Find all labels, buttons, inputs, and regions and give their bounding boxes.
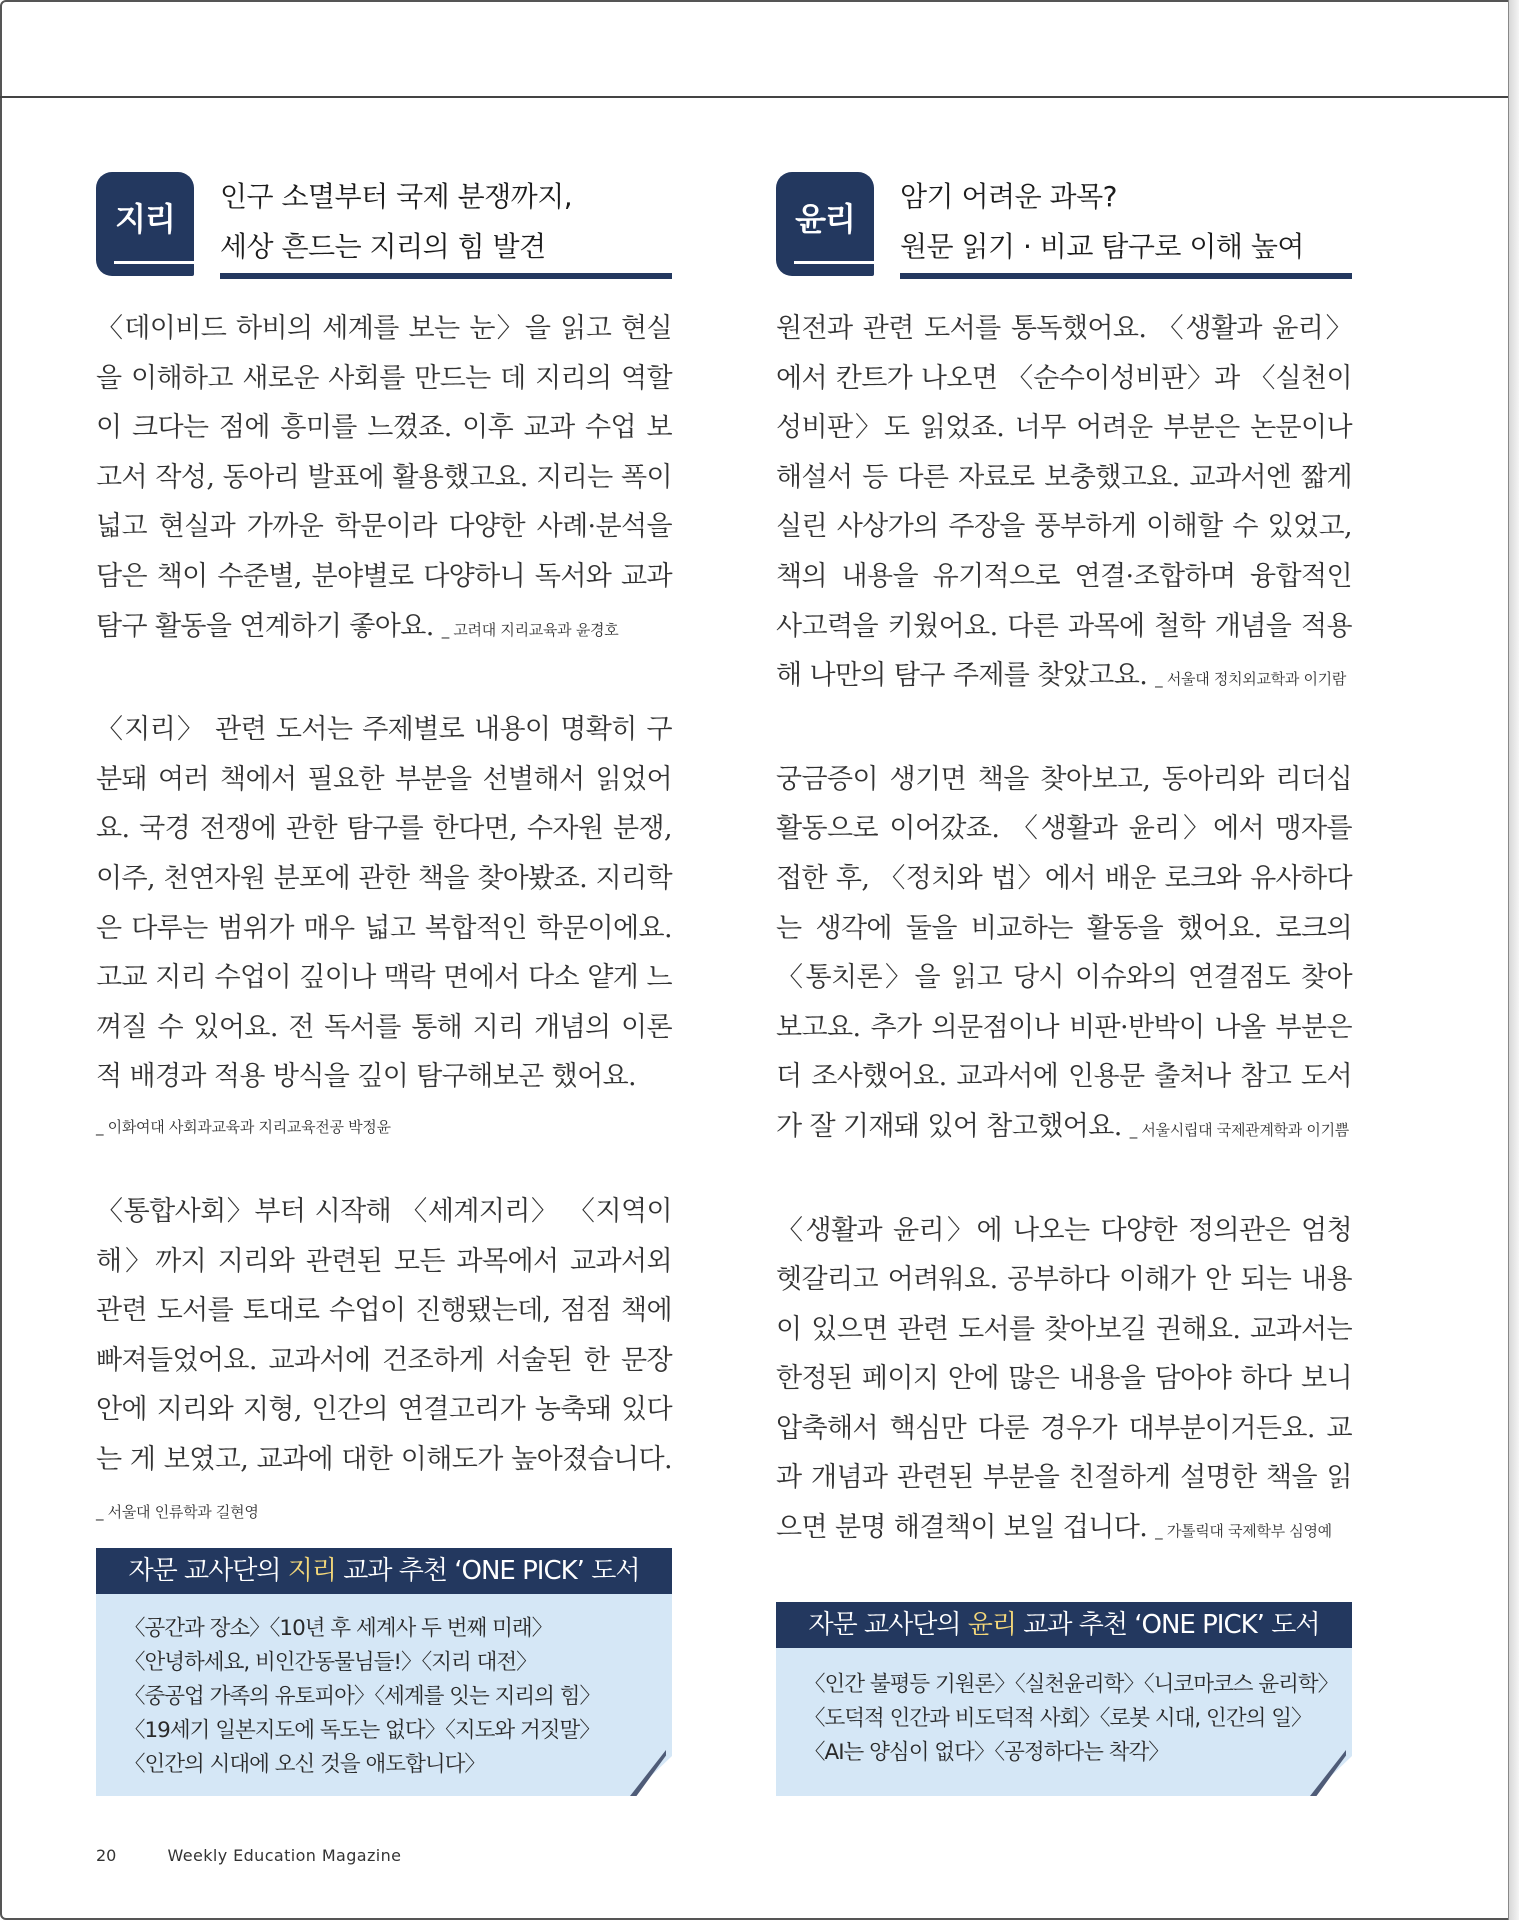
testimonial-author: _ 고려대 지리교육과 윤경호 xyxy=(441,620,619,639)
section-heading xyxy=(776,172,1352,280)
heading-line-2: 원문 읽기 · 비교 탐구로 이해 높여 xyxy=(900,230,1304,263)
heading-line-1: 인구 소멸부터 국제 분쟁까지, xyxy=(220,180,573,213)
testimonial-text: 〈지리〉 관련 도서는 주제별로 내용이 명확히 구분돼 여러 책에서 필요한 부분을 선별해서 읽었어요. 국경 전쟁에 관한 탐구를 한다면, 수자원 분쟁, 이주, 천연자원 분포에 관한 책을 찾아봤죠. 지리학은 다루는 범위가 매우 넓고 복합적인 학문이에요. 고교 지리 수업이 깊이나 맥락 면에서 다소 얕게 느껴질 수 있어요. 전 독서를 통해 지리 개념의 이론적 배경과 적용 방식을 깊이 탐구해보곤 했어요. xyxy=(96,714,672,1093)
subject-tag-label: 지리 xyxy=(115,200,175,238)
testimonial-author: _ 서울대 인류학과 길현영 xyxy=(96,1503,259,1522)
testimonial xyxy=(776,1206,1352,1557)
testimonial-author: _ 서울시립대 국제관계학과 이기쁨 xyxy=(1129,1120,1349,1139)
testimonial-author: _ 가톨릭대 국제학부 심영예 xyxy=(1155,1522,1332,1541)
book-list-item: 〈공간과 장소〉〈10년 후 세계사 두 번째 미래〉 xyxy=(124,1616,553,1641)
ethics-column xyxy=(776,172,1352,1557)
heading-rule xyxy=(220,273,672,279)
book-list-item: 〈도덕적 인간과 비도덕적 사회〉〈로봇 시대, 인간의 일〉 xyxy=(804,1706,1312,1731)
book-list-item: 〈안녕하세요, 비인간동물님들!〉〈지리 대전〉 xyxy=(124,1650,537,1675)
book-list-item: 〈인간의 시대에 오신 것을 애도합니다〉 xyxy=(124,1752,485,1777)
heading-line-1: 암기 어려운 과목? xyxy=(900,180,1117,213)
testimonial xyxy=(776,304,1352,705)
book-list-item: 〈인간 불평등 기원론〉〈실천윤리학〉〈니코마코스 윤리학〉 xyxy=(804,1672,1339,1697)
recommend-box-ethics xyxy=(776,1602,1352,1796)
testimonial xyxy=(776,755,1352,1156)
book-list-item: 〈19세기 일본지도에 독도는 없다〉〈지도와 거짓말〉 xyxy=(124,1718,600,1743)
magazine-name: Weekly Education Magazine xyxy=(167,1846,402,1865)
recommend-box-title: 자문 교사단의 윤리 교과 추천 ‘ONE PICK’ 도서 xyxy=(776,1602,1352,1648)
testimonial-text: 〈데이비드 하비의 세계를 보는 눈〉을 읽고 현실을 이해하고 새로운 사회를 만드는 데 지리의 역할이 크다는 점에 흥미를 느꼈죠. 이후 교과 수업 보고서 작성, 동아리 발표에 활용했고요. 지리는 폭이 넓고 현실과 가까운 학문이라 다양한 사례·분석을 담은 책이 수준별, 분야별로 다양하니 독서와 교과 탐구 활동을 연계하기 좋아요. xyxy=(96,313,672,642)
book-list xyxy=(776,1648,1352,1770)
testimonial xyxy=(96,1187,672,1538)
book-list xyxy=(96,1594,672,1782)
testimonial-text: 원전과 관련 도서를 통독했어요. 〈생활과 윤리〉에서 칸트가 나오면 〈순수이성비판〉과 〈실천이성비판〉도 읽었죠. 너무 어려운 부분은 논문이나 해설서 등 다른 자료로 보충했고요. 교과서엔 짧게 실린 사상가의 주장을 풍부하게 이해할 수 있었고, 책의 내용을 유기적으로 연결·조합하며 융합적인 사고력을 키웠어요. 다른 과목에 철학 개념을 적용해 나만의 탐구 주제를 찾았고요. xyxy=(776,313,1352,692)
heading-rule xyxy=(900,273,1352,279)
page-number: 20 xyxy=(96,1846,117,1865)
book-list-item: 〈AI는 양심이 없다〉〈공정하다는 착각〉 xyxy=(804,1740,1169,1765)
testimonial-author: _ 서울대 정치외교학과 이기람 xyxy=(1155,670,1347,689)
recommend-box-title: 자문 교사단의 지리 교과 추천 ‘ONE PICK’ 도서 xyxy=(96,1548,672,1594)
page-edge xyxy=(1508,0,1519,1920)
testimonial xyxy=(96,705,672,1137)
geography-column xyxy=(96,172,672,1538)
top-rule xyxy=(0,96,1508,98)
recommend-box-geography xyxy=(96,1548,672,1796)
testimonial-text: 〈생활과 윤리〉에 나오는 다양한 정의관은 엄청 헷갈리고 어려워요. 공부하다 이해가 안 되는 내용이 있으면 관련 도서를 찾아보길 권해요. 교과서는 한정된 페이지 안에 많은 내용을 담아야 하다 보니 압축해서 핵심만 다룬 경우가 대부분이거든요. 교과 개념과 관련된 부분을 친절하게 설명한 책을 읽으면 분명 해결책이 보일 겁니다. xyxy=(776,1214,1352,1544)
section-heading xyxy=(96,172,672,280)
testimonial-author: _ 이화여대 사회과교육과 지리교육전공 박정윤 xyxy=(96,1117,391,1136)
book-list-item: 〈중공업 가족의 유토피아〉〈세계를 잇는 지리의 힘〉 xyxy=(124,1684,601,1709)
heading-line-2: 세상 흔드는 지리의 힘 발견 xyxy=(220,230,546,263)
page-footer xyxy=(96,1846,401,1865)
subject-tag xyxy=(96,172,194,276)
testimonial-text: 궁금증이 생기면 책을 찾아보고, 동아리와 리더십 활동으로 이어갔죠. 〈생활과 윤리〉에서 맹자를 접한 후, 〈정치와 법〉에서 배운 로크와 유사하다는 생각에 둘을 비교하는 활동을 했어요. 로크의 〈통치론〉을 읽고 당시 이슈와의 연결점도 찾아보고요. 추가 의문점이나 비판·반박이 나올 부분은 더 조사했어요. 교과서에 인용문 출처나 참고 도서가 잘 기재돼 있어 참고했어요. xyxy=(776,763,1352,1142)
subject-tag xyxy=(776,172,874,276)
subject-tag-label: 윤리 xyxy=(795,200,855,238)
testimonial-text: 〈통합사회〉부터 시작해 〈세계지리〉 〈지역이해〉까지 지리와 관련된 모든 과목에서 교과서외 관련 도서를 토대로 수업이 진행됐는데, 점점 책에 빠져들었어요. 교과서에 건조하게 서술된 한 문장 안에 지리와 지형, 인간의 연결고리가 농축돼 있다는 게 보였고, 교과에 대한 이해도가 높아졌습니다. xyxy=(96,1195,672,1475)
testimonial xyxy=(96,304,672,655)
